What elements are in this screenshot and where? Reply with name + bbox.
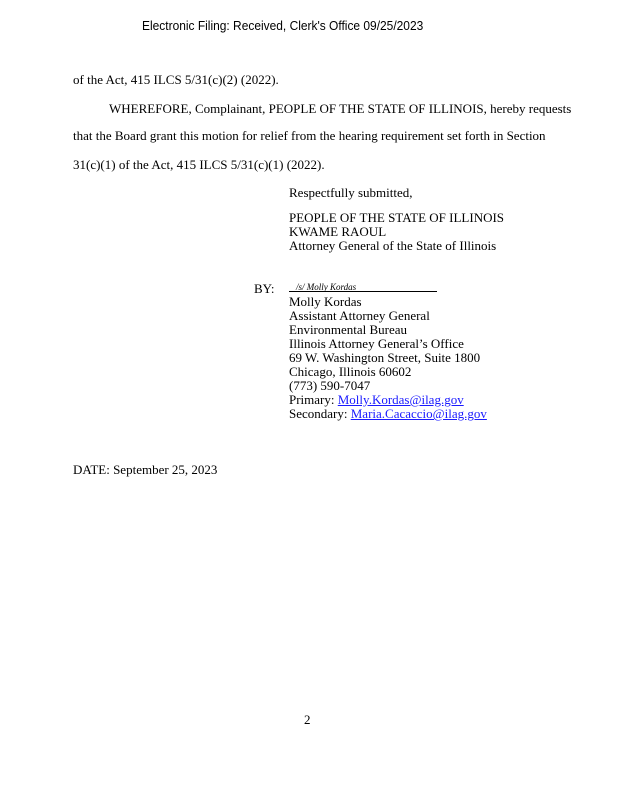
- wherefore-line-2: that the Board grant this motion for relief from the hearing requirement set forth in Section: [73, 128, 546, 143]
- attorney-bureau: Environmental Bureau: [289, 322, 408, 337]
- wherefore-line-1: WHEREFORE, Complainant, PEOPLE OF THE STATE OF ILLINOIS, hereby requests: [109, 101, 572, 116]
- primary-email-label: Primary:: [289, 392, 338, 407]
- attorney-general-title: Attorney General of the State of Illinois: [289, 238, 497, 253]
- party-block: [289, 211, 504, 253]
- electronic-filing-header: Electronic Filing: Received, Clerk's Office 09/25/2023: [142, 18, 424, 33]
- paragraph-continuation: of the Act, 415 ILCS 5/31(c)(2) (2022).: [73, 72, 279, 87]
- attorney-phone: (773) 590-7047: [289, 378, 371, 393]
- party-name: PEOPLE OF THE STATE OF ILLINOIS: [289, 210, 505, 225]
- attorney-street: 69 W. Washington Street, Suite 1800: [289, 350, 481, 365]
- electronic-signature: /s/ Molly Kordas: [296, 282, 357, 292]
- attorney-block: [289, 295, 487, 421]
- attorney-city: Chicago, Illinois 60602: [289, 364, 412, 379]
- primary-email-line: [289, 393, 487, 407]
- attorney-name: Molly Kordas: [289, 294, 362, 309]
- primary-email-link[interactable]: Molly.Kordas@ilag.gov: [337, 392, 464, 407]
- by-label: BY:: [254, 281, 275, 296]
- attorney-office: Illinois Attorney General’s Office: [289, 336, 464, 351]
- attorney-title: Assistant Attorney General: [289, 308, 430, 323]
- signature-line: [289, 291, 437, 292]
- secondary-email-label: Secondary:: [289, 406, 351, 421]
- secondary-email-link[interactable]: Maria.Cacaccio@ilag.gov: [350, 406, 487, 421]
- secondary-email-line: [289, 407, 487, 421]
- wherefore-line-3: 31(c)(1) of the Act, 415 ILCS 5/31(c)(1) (2022).: [73, 157, 325, 172]
- attorney-general-name: KWAME RAOUL: [289, 224, 387, 239]
- date-line: DATE: September 25, 2023: [73, 462, 218, 477]
- closing: Respectfully submitted,: [289, 185, 413, 200]
- page-number: 2: [304, 712, 311, 727]
